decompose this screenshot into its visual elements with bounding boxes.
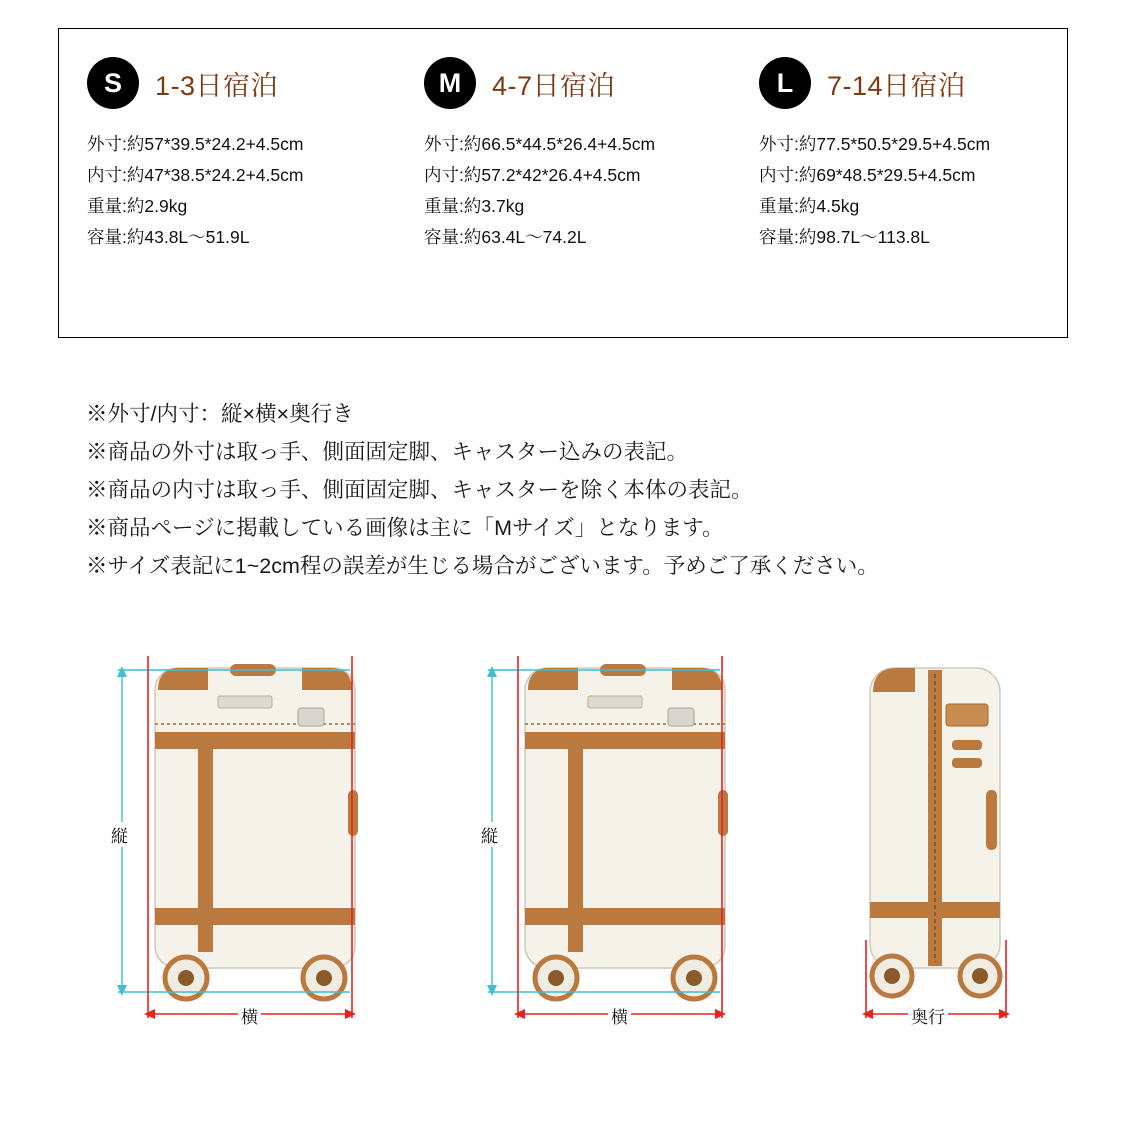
spec-column-m [392,55,725,253]
size-badge-m: M [424,57,476,109]
spec-columns [59,29,1067,253]
spec-line-outer: 外寸:約57*39.5*24.2+4.5cm [87,134,304,154]
notes-block [86,395,1086,585]
figure-side-view [840,640,1100,1040]
spec-line-inner: 内寸:約57.2*42*26.4+4.5cm [424,165,641,185]
spec-header-l [759,55,1058,111]
label-horizontal-front-2: 横 [608,1003,631,1028]
suitcase-front-diagram [100,640,400,1040]
note-line: ※サイズ表記に1~2cm程の誤差が生じる場合がございます。予めご了承ください。 [86,554,879,578]
spec-column-l [725,55,1058,253]
label-vertical-front: 縦 [108,822,131,847]
size-title-l: 7-14日宿泊 [827,70,966,101]
spec-lines-s [87,129,392,253]
note-line: ※商品の内寸は取っ手、側面固定脚、キャスターを除く本体の表記。 [86,478,753,502]
size-title-m: 4-7日宿泊 [492,70,616,101]
label-horizontal-front: 横 [238,1003,261,1028]
spec-line-capacity: 容量:約43.8L〜51.9L [87,227,250,247]
label-vertical-front-2: 縦 [478,822,501,847]
spec-line-weight: 重量:約3.7kg [424,196,525,216]
note-line: ※商品ページに掲載している画像は主に「Mサイズ」となります。 [86,516,724,540]
spec-header-s [87,55,392,111]
spec-line-capacity: 容量:約63.4L〜74.2L [424,227,587,247]
spec-lines-m [424,129,725,253]
spec-box [58,28,1068,338]
spec-line-inner: 内寸:約69*48.5*29.5+4.5cm [759,165,976,185]
spec-line-weight: 重量:約4.5kg [759,196,860,216]
figure-front-view [100,640,400,1040]
label-depth-side: 奥行 [908,1003,948,1028]
figures-section [0,640,1124,1060]
spec-line-weight: 重量:約2.9kg [87,196,188,216]
spec-line-outer: 外寸:約66.5*44.5*26.4+4.5cm [424,134,656,154]
note-line: ※商品の外寸は取っ手、側面固定脚、キャスター込みの表記。 [86,440,689,464]
suitcase-illustration [870,668,1000,996]
spec-header-m [424,55,725,111]
size-title-s: 1-3日宿泊 [155,70,279,101]
spec-line-inner: 内寸:約47*38.5*24.2+4.5cm [87,165,304,185]
size-badge-s: S [87,57,139,109]
suitcase-illustration [525,664,728,999]
suitcase-front-diagram-2 [470,640,770,1040]
suitcase-illustration [155,664,358,999]
size-badge-l: L [759,57,811,109]
figure-front-view-2 [470,640,770,1040]
spec-line-outer: 外寸:約77.5*50.5*29.5+4.5cm [759,134,991,154]
spec-column-s [59,55,392,253]
note-line: ※外寸/内寸：縦×横×奥行き [86,402,354,426]
spec-line-capacity: 容量:約98.7L〜113.8L [759,227,930,247]
suitcase-side-diagram [840,640,1100,1040]
spec-lines-l [759,129,1058,253]
